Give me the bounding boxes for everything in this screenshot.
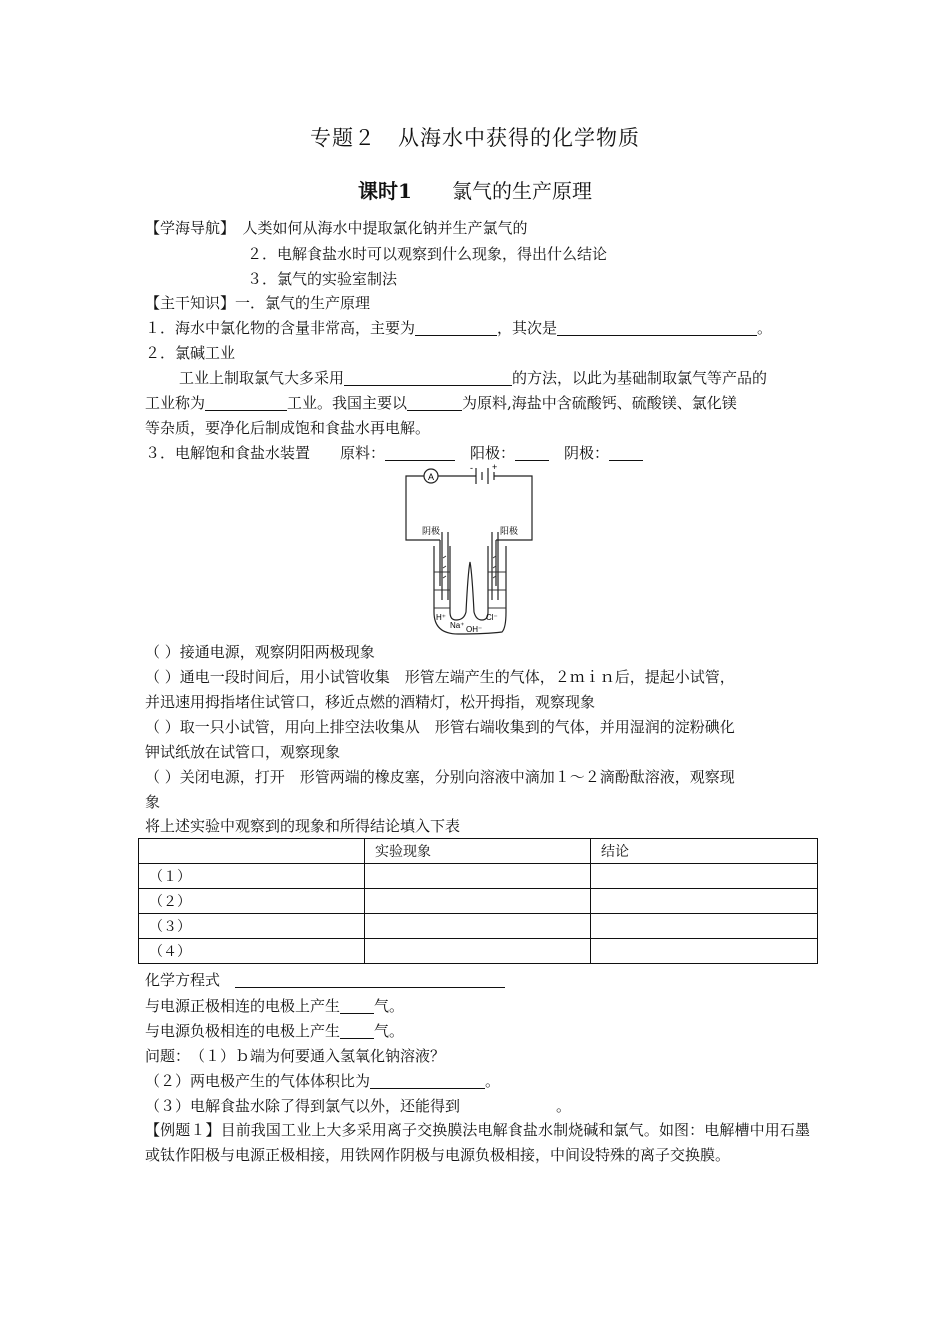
battery-plus: + [492, 462, 498, 472]
q3-text: ３．电解饱和食盐水装置 原料： [145, 444, 386, 462]
table-cell[interactable] [591, 939, 818, 964]
table-cell[interactable] [365, 914, 591, 939]
guide-line-1 [145, 216, 810, 240]
table-row [139, 889, 818, 914]
lesson-name: 氯气的生产原理 [451, 179, 592, 203]
step-4-cont: 象 [145, 793, 161, 811]
neg-text: 气。 [374, 1022, 405, 1040]
negative-electrode-line [145, 1019, 810, 1043]
blank[interactable] [415, 318, 497, 336]
pos-text: 与电源正极相连的电极上产生 [145, 997, 341, 1015]
table-row [139, 864, 818, 889]
positive-electrode-line [145, 994, 810, 1018]
lesson-title [0, 175, 950, 204]
ion-cl: Cl⁻ [486, 613, 498, 622]
electrolysis-apparatus-figure [398, 462, 542, 640]
row-label: （３） [139, 914, 365, 939]
blank[interactable] [340, 1021, 374, 1039]
q3-text: 阳极： [455, 444, 516, 462]
q3-text: 阴极： [549, 444, 610, 462]
blank[interactable] [340, 996, 374, 1014]
blank[interactable] [344, 368, 512, 386]
lesson-number: 1 [398, 179, 412, 203]
q2-text: 的方法，以此为基础制取氯气等产品的 [512, 369, 768, 387]
blank[interactable] [557, 318, 757, 336]
main-knowledge-heading: 【主干知识】一．氯气的生产原理 [145, 294, 371, 312]
ion-oh: OH⁻ [466, 625, 483, 634]
qc-text: （３）电解食盐水除了得到氯气以外，还能得到 [145, 1097, 461, 1115]
question-b [145, 1069, 810, 1093]
qc-text: 。 [556, 1097, 572, 1115]
blank[interactable] [370, 1071, 485, 1089]
ammeter-label: A [427, 472, 435, 482]
q2-line-2 [145, 391, 810, 415]
table-header: 结论 [591, 839, 818, 864]
q2-line-1 [145, 366, 844, 390]
q1-text-b: ，其次是 [497, 319, 558, 337]
step-2: （ ）通电一段时间后，用小试管收集 形管左端产生的气体，２ｍｉｎ后，提起小试管， [145, 668, 735, 686]
page-title: 专题２ 从海水中获得的化学物质 [310, 126, 640, 150]
question-a: 问题： （１）ｂ端为何要通入氢氧化钠溶液？ [145, 1047, 446, 1065]
table-instruction: 将上述实验中观察到的现象和所得结论填入下表 [145, 817, 461, 835]
table-header-row [139, 839, 818, 864]
guide-item-3: ３．氯气的实验室制法 [247, 270, 398, 288]
row-label: （４） [139, 939, 365, 964]
q1-text-c: 。 [757, 319, 773, 337]
q2-line-3: 等杂质，要净化后制成饱和食盐水再电解。 [145, 419, 431, 437]
table-cell[interactable] [591, 914, 818, 939]
table-row [139, 939, 818, 964]
table-row [139, 914, 818, 939]
q2-text: 工业。我国主要以 [287, 394, 408, 412]
blank[interactable] [515, 443, 549, 461]
qb-text: （２）两电极产生的气体体积比为 [145, 1072, 371, 1090]
row-label: （２） [139, 889, 365, 914]
blank[interactable] [385, 443, 455, 461]
observation-table [138, 838, 818, 964]
step-2-cont: 并迅速用拇指堵住试管口，移近点燃的酒精灯，松开拇指，观察现象 [145, 693, 596, 711]
blank[interactable] [407, 393, 462, 411]
equation-label: 化学方程式 [145, 971, 221, 989]
question-2-title: ２．氯碱工业 [145, 344, 236, 362]
battery-minus: - [470, 463, 473, 473]
table-cell[interactable] [591, 864, 818, 889]
table-header: 实验现象 [365, 839, 591, 864]
equation-line [145, 968, 810, 992]
table-header [139, 839, 365, 864]
row-label: （１） [139, 864, 365, 889]
example-1: 【例题１】目前我国工业上大多采用离子交换膜法电解食盐水制烧碱和氯气。如图：电解槽中用石墨或钛作阳极与电源正极相接，用铁网作阴极与电源负极相接，中间设特殊的离子交换膜。 [145, 1121, 810, 1164]
neg-text: 与电源负极相连的电极上产生 [145, 1022, 341, 1040]
lesson-prefix: 课时 [358, 179, 399, 203]
cathode-label: 阴极 [422, 526, 441, 536]
step-1: （ ）接通电源，观察阴阳两极现象 [145, 643, 375, 661]
step-3: （ ）取一只小试管，用向上排空法收集从 形管右端收集到的气体，并用湿润的淀粉碘化 [145, 718, 735, 736]
question-c [145, 1094, 810, 1118]
q2-text: 工业上制取氯气大多采用 [179, 369, 345, 387]
q2-text: 为原料,海盐中含硫酸钙、硫酸镁、氯化镁 [462, 394, 737, 412]
table-cell[interactable] [365, 939, 591, 964]
ion-h: H⁺ [436, 613, 446, 622]
blank[interactable] [235, 970, 505, 988]
q2-text: 工业称为 [145, 394, 206, 412]
table-cell[interactable] [591, 889, 818, 914]
guide-item-1: 人类如何从海水中提取氯化钠并生产氯气的 [242, 219, 528, 237]
guide-label: 【学海导航】 [145, 219, 228, 237]
guide-item-2: ２．电解食盐水时可以观察到什么现象，得出什么结论 [247, 245, 608, 263]
ion-na: Na⁺ [450, 621, 465, 630]
q1-text-a: １．海水中氯化物的含量非常高，主要为 [145, 319, 416, 337]
table-cell[interactable] [365, 889, 591, 914]
qb-text: 。 [485, 1072, 501, 1090]
blank[interactable] [205, 393, 287, 411]
step-4: （ ）关闭电源，打开 形管两端的橡皮塞，分别向溶液中滴加１～２滴酚酞溶液，观察现 [145, 768, 735, 786]
blank[interactable] [609, 443, 643, 461]
step-3-cont: 钾试纸放在试管口，观察现象 [145, 743, 341, 761]
pos-text: 气。 [374, 997, 405, 1015]
anode-label: 阳极 [500, 526, 519, 536]
table-cell[interactable] [365, 864, 591, 889]
question-1 [145, 316, 810, 340]
